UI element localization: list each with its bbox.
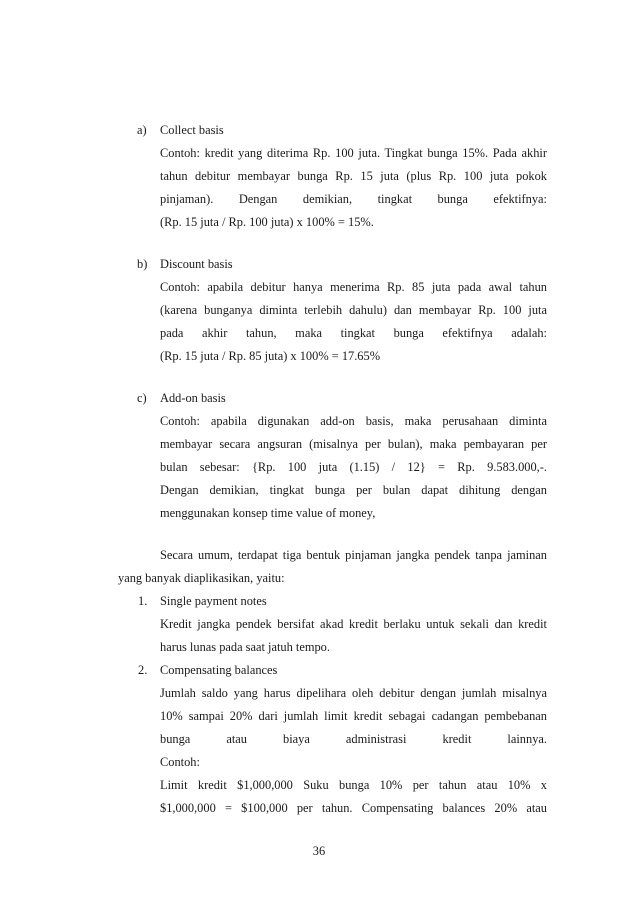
- section-b-line-3: pada akhir tahun, maka tingkat bunga efektifnya adalah:: [160, 326, 547, 340]
- intro-line-1: Secara umum, terdapat tiga bentuk pinjaman jangka pendek tanpa jaminan: [160, 548, 547, 562]
- item-1-line-2: harus lunas pada saat jatuh tempo.: [160, 640, 330, 654]
- item-2-marker: 2.: [138, 663, 148, 677]
- section-b-marker: b): [137, 257, 148, 271]
- section-c-line-5: menggunakan konsep time value of money,: [160, 506, 376, 520]
- section-a-line-3: pinjaman). Dengan demikian, tingkat bunga efektifnya:: [160, 192, 547, 206]
- item-2-line-6: $1,000,000 = $100,000 per tahun. Compensating balances 20% atau: [160, 801, 547, 815]
- section-c-line-4: Dengan demikian, tingkat bunga per bulan dapat dihitung dengan: [160, 483, 547, 497]
- section-a-marker: a): [137, 123, 147, 137]
- item-2-title: Compensating balances: [160, 663, 278, 677]
- section-c-line-1: Contoh: apabila digunakan add-on basis, maka perusahaan diminta: [160, 414, 547, 428]
- item-1-line-1: Kredit jangka pendek bersifat akad kredit berlaku untuk sekali dan kredit: [160, 617, 547, 631]
- item-2-line-2: 10% sampai 20% dari jumlah limit kredit sebagai cadangan pembebanan: [160, 709, 547, 723]
- intro-line-2: yang banyak diaplikasikan, yaitu:: [118, 571, 285, 585]
- item-1-marker: 1.: [138, 594, 148, 608]
- section-b-line-2: (karena bunganya diminta terlebih dahulu) dan membayar Rp. 100 juta: [160, 303, 547, 317]
- section-b-title: Discount basis: [160, 257, 233, 271]
- section-b-line-1: Contoh: apabila debitur hanya menerima Rp. 85 juta pada awal tahun: [160, 280, 547, 294]
- item-2-line-4: Contoh:: [160, 755, 200, 769]
- section-a-line-1: Contoh: kredit yang diterima Rp. 100 juta. Tingkat bunga 15%. Pada akhir: [160, 146, 547, 160]
- section-c-line-3: bulan sebesar: {Rp. 100 juta (1.15) / 12} = Rp. 9.583.000,-.: [160, 460, 547, 474]
- item-2-line-5: Limit kredit $1,000,000 Suku bunga 10% per tahun atau 10% x: [160, 778, 547, 792]
- section-a-title: Collect basis: [160, 123, 224, 137]
- section-a-line-2: tahun debitur membayar bunga Rp. 15 juta (plus Rp. 100 juta pokok: [160, 169, 547, 183]
- section-a-line-4: (Rp. 15 juta / Rp. 100 juta) x 100% = 15%.: [160, 215, 374, 229]
- item-2-line-1: Jumlah saldo yang harus dipelihara oleh debitur dengan jumlah misalnya: [160, 686, 547, 700]
- section-c-line-2: membayar secara angsuran (misalnya per bulan), maka pembayaran per: [160, 437, 547, 451]
- page-number: 36: [312, 844, 326, 858]
- section-b-line-4: (Rp. 15 juta / Rp. 85 juta) x 100% = 17.65%: [160, 349, 381, 363]
- item-2-line-3: bunga atau biaya administrasi kredit lainnya.: [160, 732, 547, 746]
- item-1-title: Single payment notes: [160, 594, 267, 608]
- section-c-marker: c): [137, 391, 147, 405]
- section-c-title: Add-on basis: [160, 391, 226, 405]
